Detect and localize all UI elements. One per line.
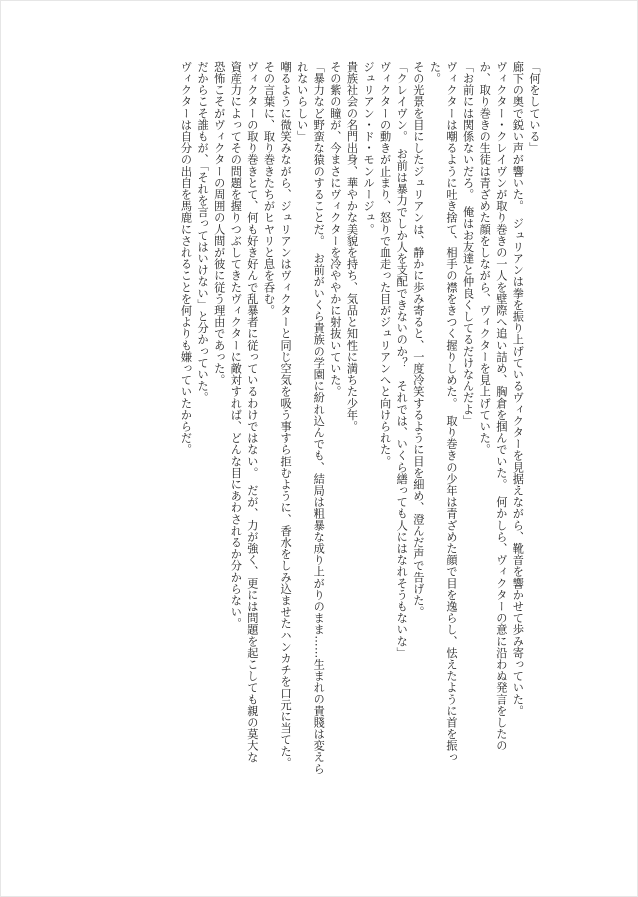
text-line: その光景を目にしたジュリアンは、静かに歩み寄ると、一度冷笑するように目を細め、澄んだ声で告げた。 xyxy=(411,61,425,618)
text-line: その紫の瞳が、今まさにヴィクターを冷ややかに射抜いていた。 xyxy=(328,61,342,398)
text-line: その言葉に、取り巻きたちがヒヤリと息を呑む。 xyxy=(262,61,276,317)
text-line: 「暴力など野蛮な猿のすることだ。 お前がいくら貴族の学園に紛れ込んでも、結局は粗暴な成り上がりのまま……生まれの貴賤は変えら xyxy=(312,61,326,775)
text-line: ヴィクターは嘲るように吐き捨て、相手の襟をきつく握りしめた。 取り巻きの少年は青ざめた顔で目を逸らし、怯えたように首を振っ xyxy=(445,61,459,763)
text-line: 「何をしている」 xyxy=(528,61,541,154)
text-line: 資産力によってその問題を握りつぶしてきたヴィクターに敵対すれば、どんな目にあわされるか分からない。 xyxy=(229,61,243,630)
text-line: れないらしい」 xyxy=(295,61,309,143)
text-line: 恐怖こそがヴィクターの周囲の人間が彼に従う理由であった。 xyxy=(212,61,226,386)
text-line: ヴィクターは自分の出自を馬鹿にされることを何よりも嫌っていたからだ。 xyxy=(179,61,193,456)
text-line: ヴィクターの取り巻きとて、何も好き好んで乱暴者に従っているわけではない。 だが、力が強く、更には問題を起こしても親の莫大な xyxy=(245,61,259,763)
text-line: 嘲るように微笑みながら、ジュリアンはヴィクターと同じ空気を吸う事すら拒むように、香水をしみ込ませたハンカチを口元に当てた。 xyxy=(279,61,293,769)
text-line: か、取り巻きの生徒は青ざめた顔をしながら、ヴィクターを見上げていた。 xyxy=(478,61,492,456)
text-line: 廊下の奥で鋭い声が響いた。 ジュリアンは拳を振り上げているヴィクターを見据えながら、靴音を響かせて歩み寄っていた。 xyxy=(511,61,525,717)
novel-text-body xyxy=(177,61,542,775)
text-line: た。 xyxy=(428,61,442,85)
text-line: 「お前には関係ないだろ。 俺はお友達と仲良くしてるだけなんだよ」 xyxy=(461,61,475,427)
text-line: ヴィクターの動きが止まり、怒りで血走った目がジュリアンへと向けられた。 xyxy=(378,61,392,467)
text-line: 「クレイヴン。 お前は暴力でしか人を支配できないのか？ それでは、いくら繕っても人にはなれそうもないな」 xyxy=(395,61,409,659)
text-line: だからこそ誰もが、「それを言ってはいけない」と分かっていた。 xyxy=(196,61,210,404)
text-line: ジュリアン・ド・モンルージュ。 xyxy=(362,61,376,235)
text-line: 貴族社会の名門出身、華やかな美貌を持ち、気品と知性に満ちた少年。 xyxy=(345,61,359,433)
text-line: ヴィクター・クレイヴンが取り巻きの一人を壁際へ追い詰め、胸倉を掴んでいた。 何かしら、ヴィクターの意に沿わぬ発言をしたの xyxy=(494,61,508,752)
